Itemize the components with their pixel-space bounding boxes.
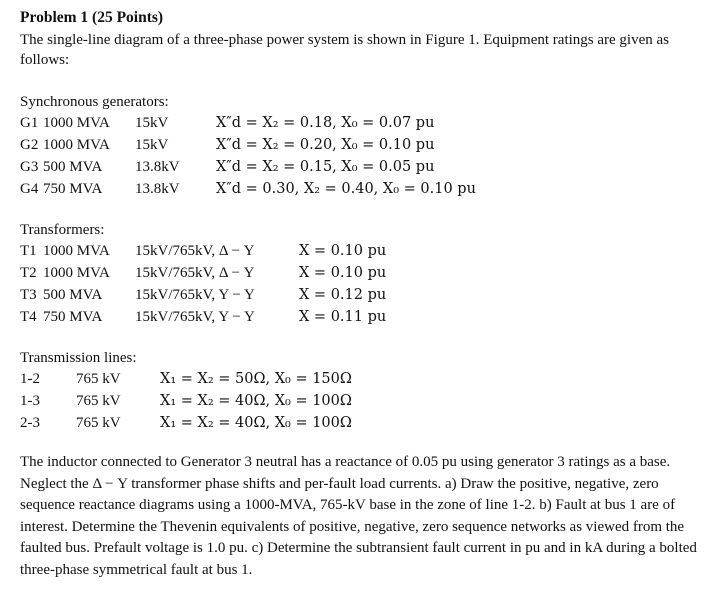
generator-row [20, 113, 700, 135]
generator-name: G4 [20, 181, 39, 197]
problem-title: Problem 1 (25 Points) [20, 9, 164, 26]
generator-name: G3 [20, 159, 39, 175]
transformer-row [20, 307, 700, 329]
line-row [20, 391, 700, 413]
transformer-spec: 15kV/765kV, Y − Y [135, 287, 255, 303]
line-name: 1-3 [20, 393, 40, 409]
generator-kv: 13.8kV [135, 181, 180, 197]
transformer-mva: 1000 MVA [43, 243, 110, 259]
generator-kv: 15kV [135, 137, 169, 153]
transformer-reactance: X = 0.10 pu [299, 265, 387, 281]
generator-params: X″d = X₂ = 0.18, X₀ = 0.07 pu [216, 115, 435, 131]
generator-kv: 13.8kV [135, 159, 180, 175]
line-kv: 765 kV [76, 371, 121, 387]
generator-name: G2 [20, 137, 39, 153]
problem-document [20, 8, 700, 581]
generator-row [20, 135, 700, 157]
transformer-mva: 750 MVA [43, 309, 103, 325]
generator-mva: 1000 MVA [43, 115, 110, 131]
transformers-heading: Transformers: [20, 222, 105, 238]
transformer-spec: 15kV/765kV, Δ − Y [135, 243, 255, 259]
generator-mva: 500 MVA [43, 159, 103, 175]
line-row [20, 413, 700, 435]
transformer-name: T4 [20, 309, 37, 325]
line-name: 2-3 [20, 415, 40, 431]
generators-heading: Synchronous generators: [20, 94, 169, 110]
line-params: X₁ = X₂ = 40Ω, X₀ = 100Ω [160, 393, 352, 409]
question-text: The inductor connected to Generator 3 neutral has a reactance of 0.05 pu using generator 3 ratings as a base. Neglect the Δ − Y transformer phase shifts and per-fault load currents. a) Draw the positive, negative, zero sequence reactance diagrams using a 1000-MVA, 765-kV base in the zone of line 1-2. b) Fault at bus 1 are of interest. Determine the Thevenin equivalents of positive, negative, zero sequence networks as viewed from the faulted bus. Prefault voltage is 1.0 pu. c) Determine the subtransient fault current in pu and in kA during a bolted three-phase symmetrical fault at bus 1. [20, 454, 697, 578]
transformer-spec: 15kV/765kV, Y − Y [135, 309, 255, 325]
lines-table [20, 369, 700, 435]
transformer-reactance: X = 0.12 pu [299, 287, 387, 303]
transformer-spec: 15kV/765kV, Δ − Y [135, 265, 255, 281]
lines-heading: Transmission lines: [20, 350, 137, 366]
line-name: 1-2 [20, 371, 40, 387]
transformer-name: T2 [20, 265, 37, 281]
line-kv: 765 kV [76, 415, 121, 431]
line-params: X₁ = X₂ = 50Ω, X₀ = 150Ω [160, 371, 352, 387]
generator-params: X″d = X₂ = 0.15, X₀ = 0.05 pu [216, 159, 435, 175]
transformer-row [20, 263, 700, 285]
generator-row [20, 157, 700, 179]
transformer-reactance: X = 0.10 pu [299, 243, 387, 259]
transformer-row [20, 285, 700, 307]
transformer-mva: 500 MVA [43, 287, 103, 303]
transformer-row [20, 241, 700, 263]
generator-params: X″d = X₂ = 0.20, X₀ = 0.10 pu [216, 137, 435, 153]
transformer-reactance: X = 0.11 pu [299, 309, 387, 325]
transformer-name: T3 [20, 287, 37, 303]
generator-mva: 750 MVA [43, 181, 103, 197]
generators-table [20, 113, 700, 201]
problem-intro: The single-line diagram of a three-phase power system is shown in Figure 1. Equipment ratings are given as follows: [20, 32, 669, 68]
generator-name: G1 [20, 115, 39, 131]
line-kv: 765 kV [76, 393, 121, 409]
transformer-name: T1 [20, 243, 37, 259]
line-params: X₁ = X₂ = 40Ω, X₀ = 100Ω [160, 415, 352, 431]
line-row [20, 369, 700, 391]
generator-kv: 15kV [135, 115, 169, 131]
generator-row [20, 179, 700, 201]
transformer-mva: 1000 MVA [43, 265, 110, 281]
transformers-table [20, 241, 700, 329]
generator-mva: 1000 MVA [43, 137, 110, 153]
generator-params: X″d = 0.30, X₂ = 0.40, X₀ = 0.10 pu [216, 181, 476, 197]
